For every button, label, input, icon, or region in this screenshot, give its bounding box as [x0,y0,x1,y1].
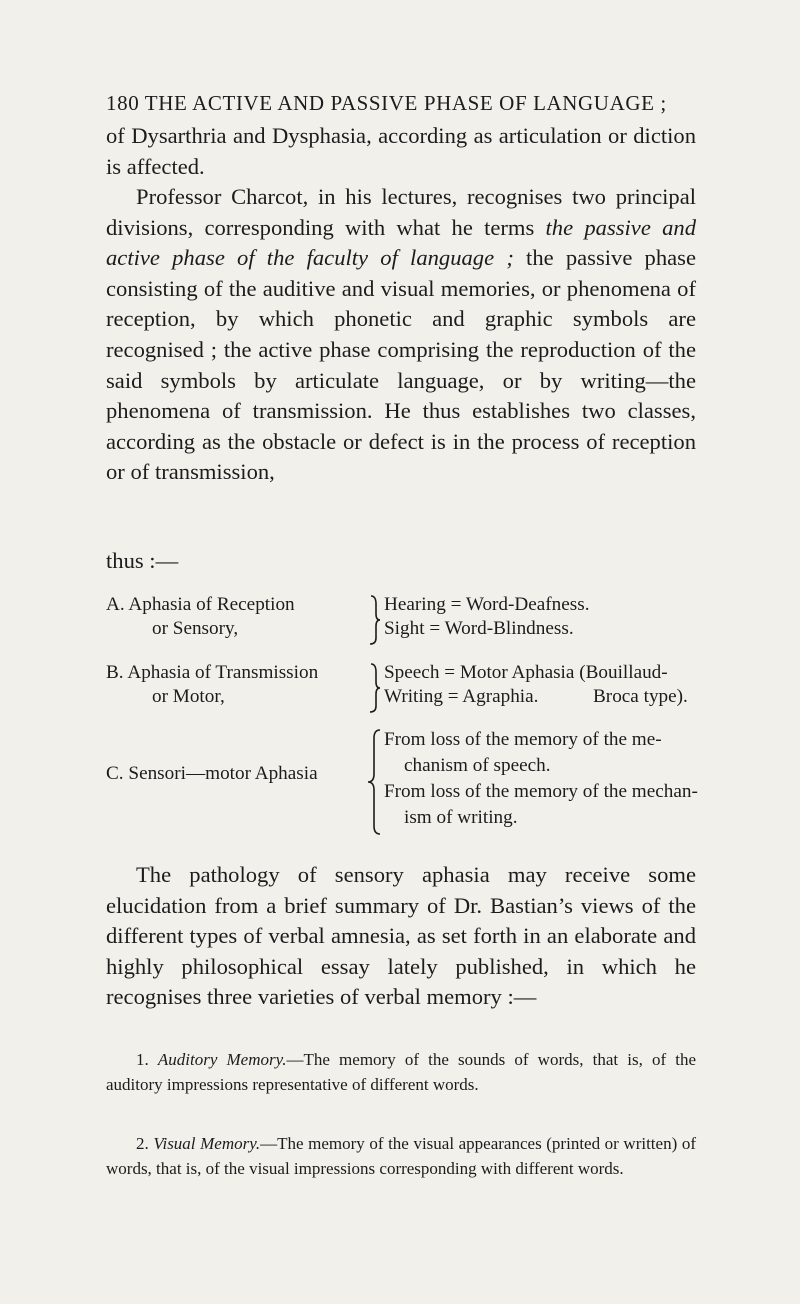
class-a-right2: Sight = Word-Blindness. [384,618,574,639]
class-b-line2: or Motor, [152,686,225,707]
paragraph-2-before: Professor Charcot, in his lectures, recognises two principal divisions, corresponding with what he terms [106,184,696,240]
class-a-right1: Hearing = Word-Deafness. [384,594,590,615]
class-b-right2: Writing = Agraphia. [384,686,539,707]
paragraph-2-after: the passive phase consisting of the auditive and visual memories, or phenomena of reception, by which phonetic and graphic symbols are recognised ; the active phase comprising the reproduction of the said symbols by articulate language, or by writing—the phenomena of transmission. He thus establishes two classes, according as the obstacle or defect is in the process of reception or of transmission, [106,245,696,485]
paragraph-1 [106,121,696,182]
list-item-1-num: 1. [136,1050,149,1069]
list-item-1-title: Auditory Memory. [157,1050,287,1069]
paragraph-2-italic: the passive and active phase of the faculty of language ; [106,214,696,271]
class-c-right1: From loss of the memory of the me- [384,729,662,750]
class-a-line2: or Sensory, [152,618,239,639]
paragraph-3-text: The pathology of sensory aphasia may receive some elucidation from a brief summary of Dr. Bastian’s views of the different types of verbal amnesia, as set forth in an elaborate and highly philosophical essay lately published, in which he recognises three varieties of verbal memory :— [106,862,696,1010]
list-item-2-num: 2. [136,1134,149,1153]
class-b-line1: B. Aphasia of Transmission [106,662,319,683]
paragraph-2-text [106,182,696,488]
list-item-2-title: Visual Memory. [153,1134,261,1153]
thus-label: thus :— [106,548,179,573]
class-a-brace [368,594,382,646]
list-item-1 [106,1047,696,1097]
running-header: 180 THE ACTIVE AND PASSIVE PHASE OF LANGUAGE ; [106,91,667,115]
paragraph-3 [106,860,696,1013]
class-b-brace [368,662,382,714]
paragraph-2 [106,182,696,488]
class-c-label: C. Sensori—motor Aphasia [106,763,318,784]
class-c-right4: ism of writing. [404,807,518,828]
class-b-right1: Speech = Motor Aphasia (Bouillaud- [384,662,668,683]
class-c-right2: chanism of speech. [404,755,551,776]
class-b-right2b: Broca type). [593,686,688,707]
class-c-right3: From loss of the memory of the mechan- [384,781,698,802]
list-item-2 [106,1131,696,1181]
list-item-1-text: —The memory of the sounds of words, that is, of the auditory impressions representative of different words. [106,1050,697,1094]
paragraph-1-text: of Dysarthria and Dysphasia, according as articulation or diction is affected. [106,123,696,179]
class-a-line1: A. Aphasia of Reception [106,594,295,615]
list-item-2-text: —The memory of the visual appearances (printed or written) of words, that is, of the visual impressions corresponding with different words. [106,1134,696,1178]
class-c-brace [366,728,382,836]
